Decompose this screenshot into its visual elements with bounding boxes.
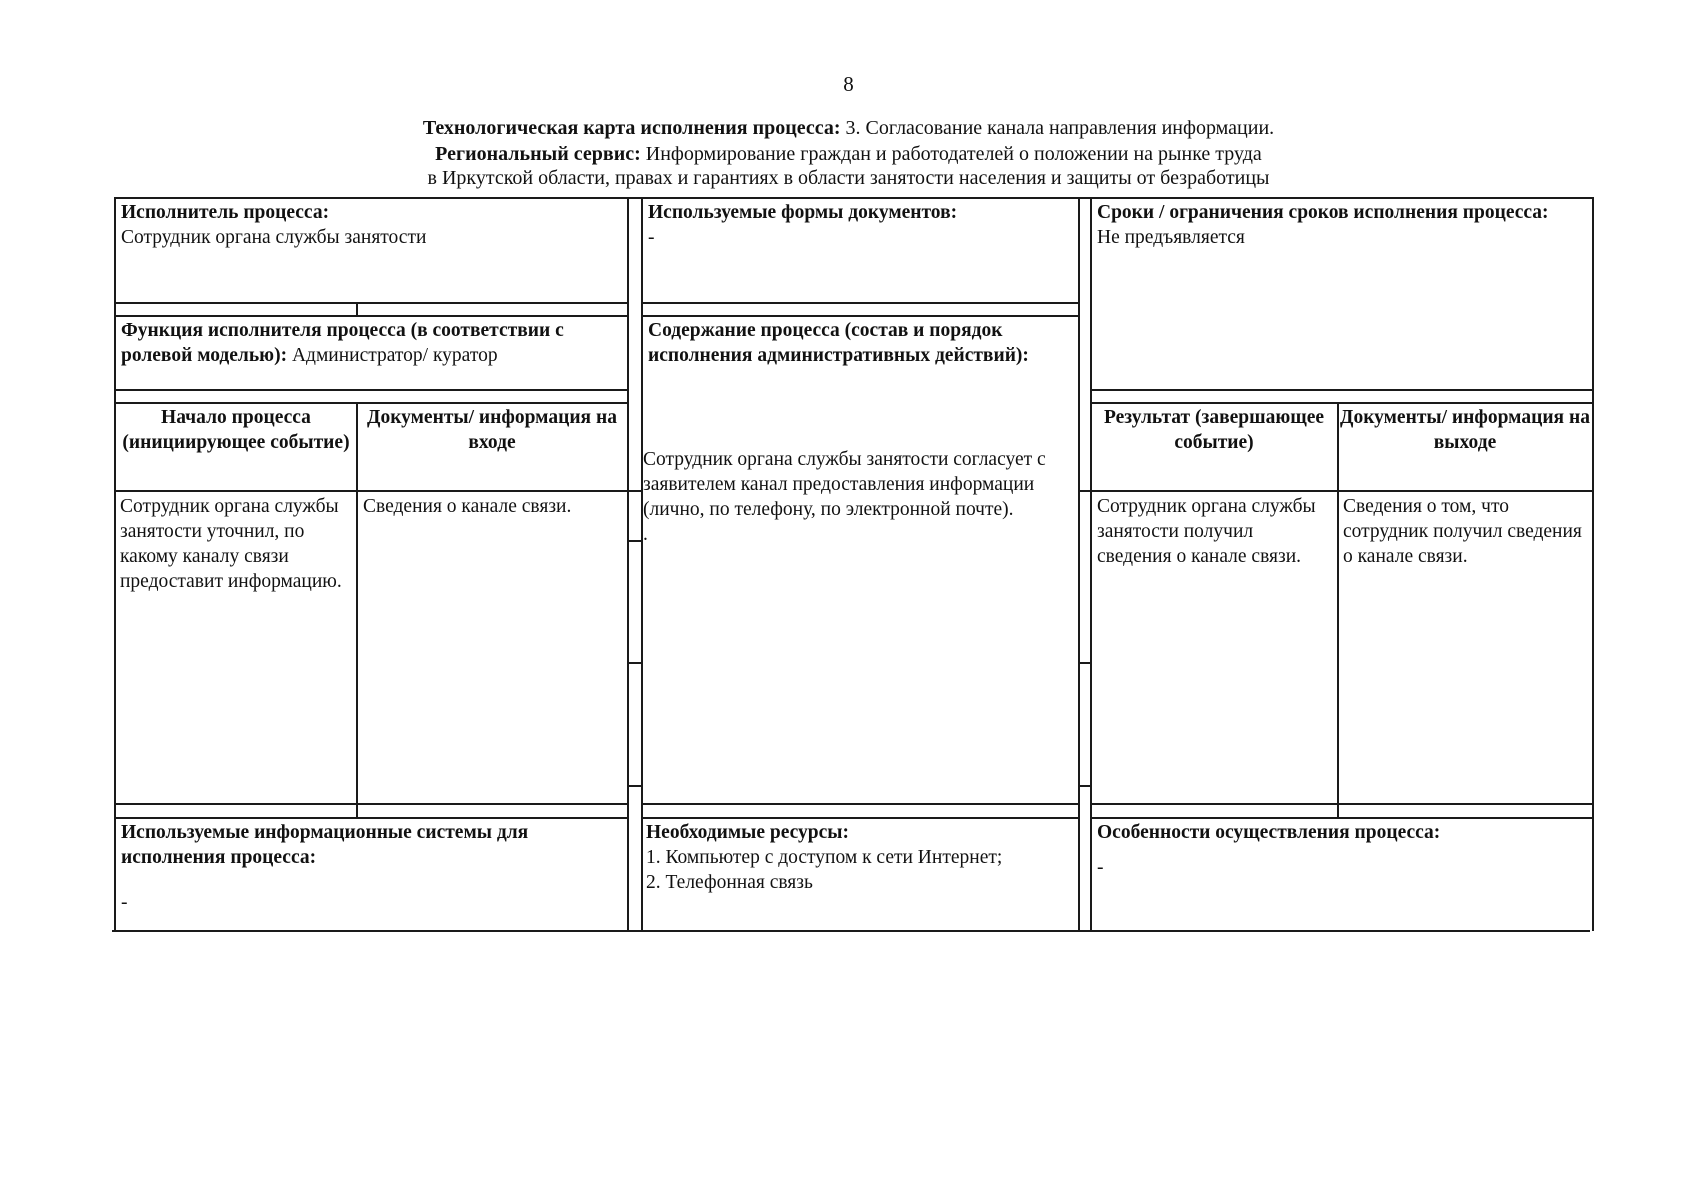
features-value: - [1097,857,1104,878]
divider-col-b1 [1078,197,1080,931]
tick-4 [627,785,641,787]
rule-left-3 [114,389,628,391]
result-value: Сотрудник органа службы занятости получил сведения о канале связи. [1097,496,1316,567]
executor-title: Исполнитель процесса: [121,202,330,223]
resources-title: Необходимые ресурсы: [646,822,850,843]
executor-value: Сотрудник органа службы занятости [121,227,427,248]
features-cell [1097,820,1587,880]
info-systems-value: - [121,892,128,913]
content-body [643,447,1068,547]
forms-title: Используемые формы документов: [648,202,958,223]
divider-start-docs-in [356,402,358,818]
deadlines-title: Сроки / ограничения сроков исполнения процесса: [1097,202,1549,223]
header-line-3: в Иркутской области, правах и гарантиях в области занятости населения и защиты от безработицы [427,167,1270,189]
function-title: Функция исполнителя процесса (в соответствии с ролевой моделью): [121,320,564,366]
content-title: Содержание процесса (состав и порядок исполнения административных действий): [648,320,1029,366]
deadlines-value: Не предъявляется [1097,227,1245,248]
tick-1 [627,490,641,492]
rule-left-7 [114,817,628,819]
features-title: Особенности осуществления процесса: [1097,822,1441,843]
start-value: Сотрудник органа службы занятости уточнил, по какому каналу связи предоставит информацию. [120,496,342,592]
rule-mid-1 [641,302,1079,304]
content-value: Сотрудник органа службы занятости согласует с заявителем канал предоставления информации (лично, по телефону, по электронной почте). [643,449,1046,520]
docs-in-value: Сведения о канале связи. [363,496,572,517]
header-line-1 [0,116,1697,140]
tick-5 [1078,490,1090,492]
header-service-label: Региональный сервис: [435,143,641,165]
tick-6 [1078,662,1090,664]
header-process-value: 3. Согласование канала направления информации. [840,117,1275,139]
start-header: Начало процесса (инициирующее событие) [122,407,350,453]
resources-cell [646,820,1076,895]
function-value: Администратор/ куратор [287,345,498,366]
docs-out-value: Сведения о том, что сотрудник получил сведения о канале связи. [1343,496,1582,567]
rule-mid-2 [641,315,1079,317]
content-trailing: . [643,524,648,545]
table-border-right [1592,197,1594,931]
tick-2 [627,540,641,542]
rule-right-5 [1090,817,1593,819]
forms-cell [648,200,1073,250]
tick-7 [1078,785,1090,787]
function-cell [121,318,626,368]
docs-out-header: Документы/ информация на выходе [1340,407,1590,453]
divider-col-b2 [1090,197,1092,931]
rule-right-1 [1090,389,1593,391]
content-header-cell [648,318,1078,368]
rule-right-3 [1090,490,1593,492]
rule-left-2 [114,315,628,317]
resources-item-1: 1. Компьютер с доступом к сети Интернет; [646,847,1003,868]
rule-left-1 [114,302,628,304]
table-border-bottom [112,930,1590,932]
header-line-2 [0,142,1697,166]
divider-result-docs-out [1337,402,1339,818]
tick-3 [627,662,641,664]
divider-stub-1 [356,302,358,316]
docs-in-header: Документы/ информация на входе [367,407,617,453]
rule-left-6 [114,803,628,805]
forms-value: - [648,227,655,248]
table-border-left [114,197,116,931]
rule-right-2 [1090,402,1593,404]
rule-left-4 [114,402,628,404]
rule-mid-3 [641,803,1079,805]
resources-item-2: 2. Телефонная связь [646,872,813,893]
executor-cell [121,200,621,250]
table-border-top [114,197,1593,199]
divider-col-a1 [627,197,629,931]
info-systems-cell [121,820,621,915]
header-service-value: Информирование граждан и работодателей о положении на рынке труда [640,143,1262,165]
page-number: 8 [843,72,854,96]
result-header: Результат (завершающее событие) [1103,407,1325,453]
info-systems-title: Используемые информационные системы для исполнения процесса: [121,822,529,868]
rule-right-4 [1090,803,1593,805]
rule-mid-4 [641,817,1079,819]
rule-left-5 [114,490,628,492]
header-process-label: Технологическая карта исполнения процесса: [422,117,841,139]
deadlines-cell [1097,200,1587,250]
divider-col-a2 [641,197,643,931]
